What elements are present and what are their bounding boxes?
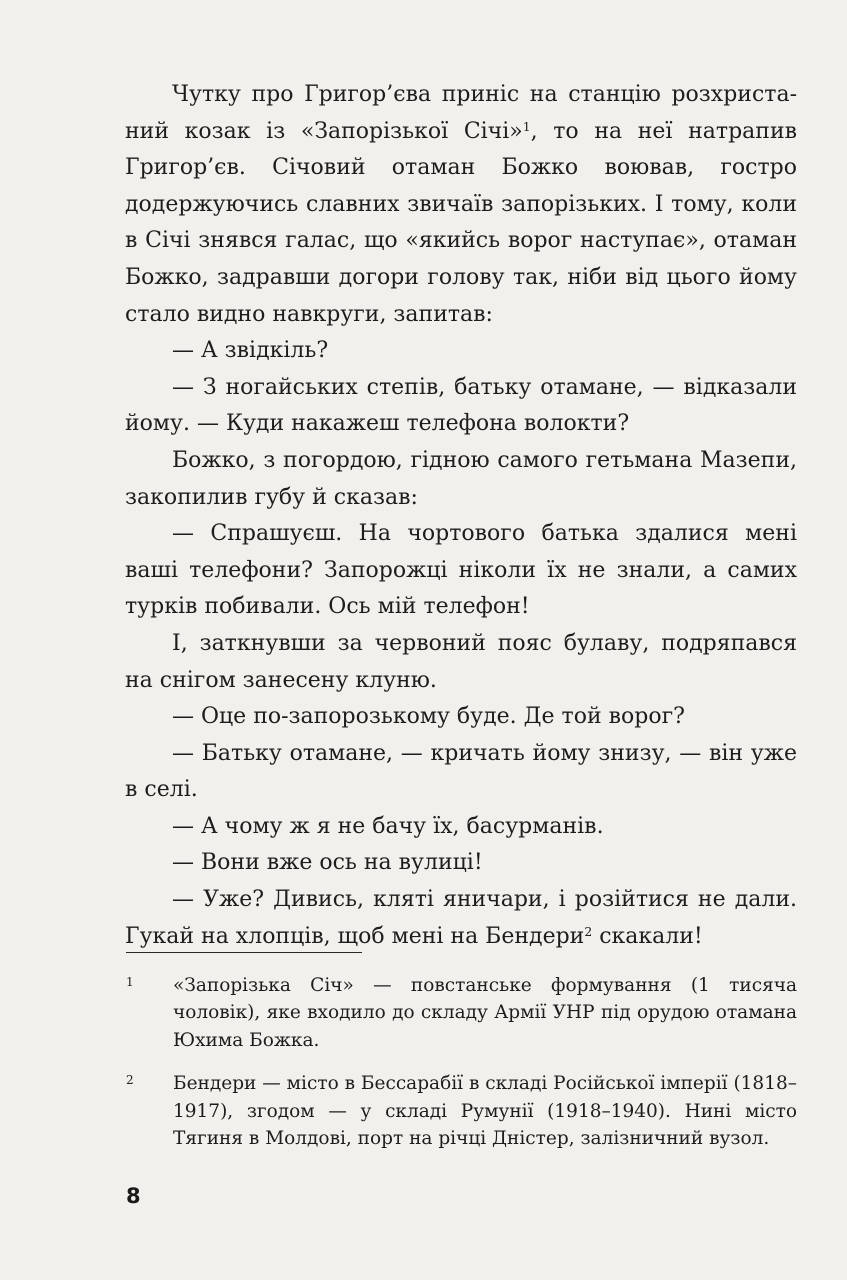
footnote-reference: 2	[584, 924, 593, 939]
footnote-marker: 1	[126, 975, 134, 989]
dialogue-line: — Уже? Дивись, кляті яничари, і розійтися не дали. Гукай на хлопців, щоб мені на Бендери$^2$ скакали!	[125, 887, 797, 949]
paragraph: І, заткнувши за червоний пояс булаву, подряпався на снігом занесену клуню.	[125, 630, 797, 693]
footnote-reference: 1	[522, 119, 531, 134]
footnote-text: «Запорізька Січ» — повстанське формування (1 тисяча чоловік), яке входило до складу Армії УНР під орудою отамана Юхима Божка.	[173, 975, 797, 1051]
dialogue-line: — Оце по-запорозькому буде. Де той ворог?	[172, 704, 685, 730]
footnote-divider	[126, 952, 362, 953]
footnote-2	[126, 1070, 797, 1152]
dialogue-line: — А чому ж я не бачу їх, басурманів.	[172, 813, 604, 839]
footnote-1	[126, 972, 797, 1054]
paragraph: Божко, з погордою, гідною самого гетьмана Мазепи, закопилив губу й сказав:	[125, 447, 797, 510]
dialogue-line: — Батьку отамане, — кричать йому знизу, — він уже в селі.	[125, 740, 797, 803]
footnote-marker: 2	[126, 1073, 134, 1088]
footnotes	[126, 972, 797, 1168]
dialogue-line: — Спрашуєш. На чортового батька здалися мені ваші телефони? Запорожці ніколи їх не знали, а самих турків побивали. Ось мій телефон!	[125, 521, 797, 620]
dialogue-line: — Вони вже ось на вулиці!	[172, 850, 483, 876]
paragraph: Чутку про Григор’єва приніс на станцію розхристаний козак із «Запорізької Січі»$^1$, то на неї натрапив Григор’єв. Січовий отаман Божко воював, гостро додержуючись славних звичаїв запорізьких. І тому, коли в Січі знявся галас, що «якийсь ворог наступає», отаман Божко, задравши догори голову так, ніби від цього йому стало видно навкруги, запитав:	[125, 82, 797, 327]
page-number: 8	[126, 1184, 141, 1208]
dialogue-line: — А звідкіль?	[172, 338, 329, 364]
main-text	[125, 77, 797, 955]
dialogue-line: — З ногайських степів, батьку отамане, — відказали йому. — Куди накажеш телефона волокти?	[125, 374, 797, 437]
footnote-text: Бендери — місто в Бессарабії в складі Російської імперії (1818–1917), згодом — у складі Румунії (1918–1940). Нині місто Тягиня в Молдові, порт на річці Дністер, залізничний вузол.	[173, 1073, 797, 1150]
